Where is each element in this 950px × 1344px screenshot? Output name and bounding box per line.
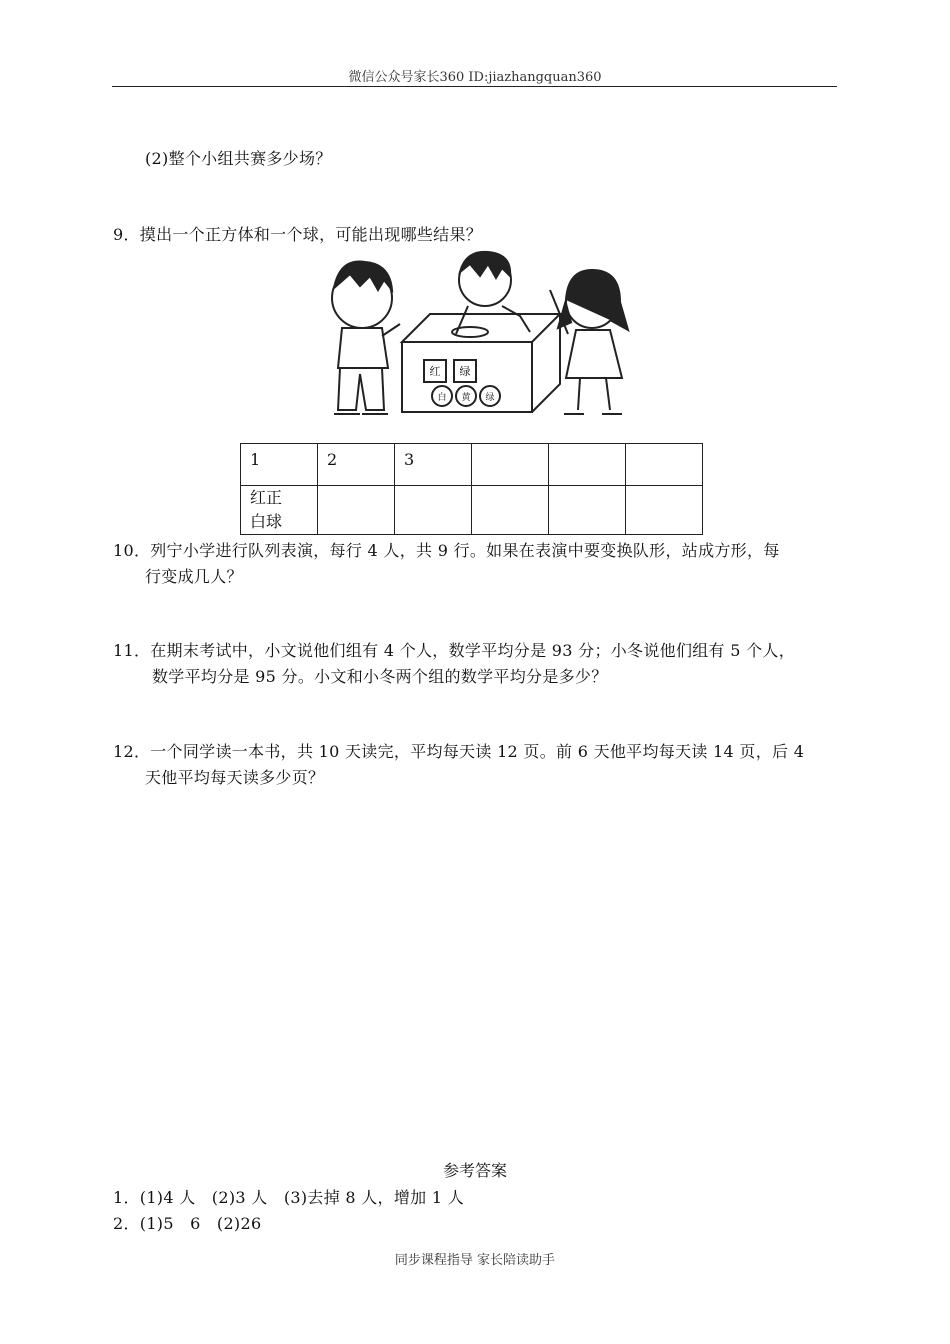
answer-2: 2．(1)5 6 (2)26 (113, 1214, 262, 1233)
q10-line2: 行变成几人？ (145, 567, 243, 586)
table-cell (626, 486, 703, 535)
table-cell (241, 486, 318, 535)
header-rule (112, 86, 837, 87)
table-cell (472, 486, 549, 535)
cube-label-green: 绿 (459, 365, 471, 378)
table-cell (549, 486, 626, 535)
table-cell (318, 486, 395, 535)
q9-text: 9．摸出一个正方体和一个球，可能出现哪些结果？ (113, 225, 483, 244)
table-cell: 3 (395, 444, 472, 486)
q11-line2: 数学平均分是 95 分。小文和小冬两个组的数学平均分是多少？ (152, 667, 608, 686)
ball-label-yellow: 黄 (461, 393, 471, 403)
kids-drawing-box-illustration (320, 250, 640, 430)
page-footer: 同步课程指导 家长陪读助手 (394, 1253, 556, 1268)
q11-line1: 11．在期末考试中，小文说他们组有 4 个人，数学平均分是 93 分；小冬说他们组有 5 个人， (113, 641, 795, 660)
table-row (241, 444, 703, 486)
cell-line: 红正 (250, 488, 283, 507)
table-cell: 2 (318, 444, 395, 486)
table-cell (395, 486, 472, 535)
answer-1: 1．(1)4 人 (2)3 人 (3)去掉 8 人，增加 1 人 (113, 1188, 465, 1207)
answers-title: 参考答案 (442, 1161, 507, 1180)
q8-part2: (2)整个小组共赛多少场？ (145, 149, 332, 168)
cell-line: 白球 (250, 512, 283, 531)
q9-results-table (240, 443, 703, 535)
table-row (241, 486, 703, 535)
table-cell (472, 444, 549, 486)
page-header: 微信公众号家长360 ID:jiazhangquan360 (348, 70, 602, 85)
ball-label-green: 绿 (485, 393, 495, 403)
q12-line2: 天他平均每天读多少页？ (145, 768, 325, 787)
cube-label-red: 红 (429, 365, 441, 378)
q10-line1: 10．列宁小学进行队列表演，每行 4 人，共 9 行。如果在表演中要变换队形，站成方形，每 (113, 541, 780, 560)
table-cell: 1 (241, 444, 318, 486)
ball-label-white: 白 (437, 393, 447, 403)
table-cell (626, 444, 703, 486)
q12-line1: 12．一个同学读一本书，共 10 天读完，平均每天读 12 页。前 6 天他平均每天读 14 页，后 4 (113, 742, 805, 761)
table-cell (549, 444, 626, 486)
